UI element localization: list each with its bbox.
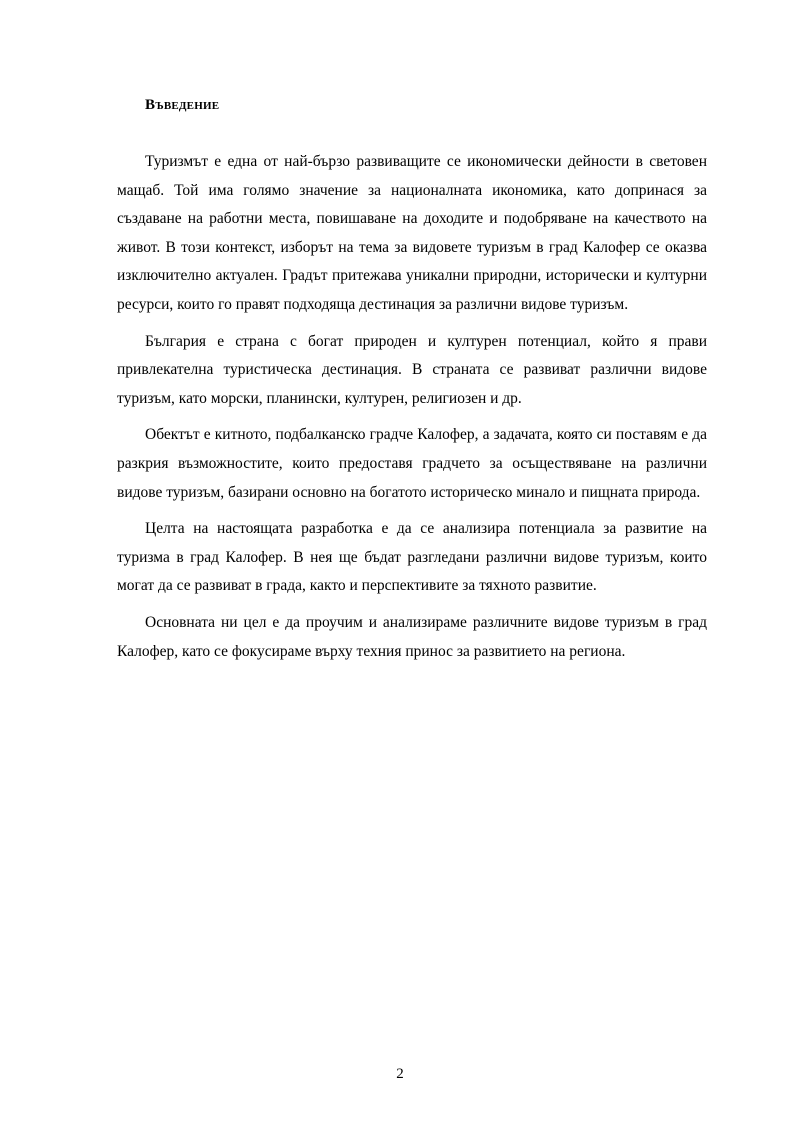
paragraph: Основната ни цел е да проучим и анализираме различните видове туризъм в град Калофер, като се фокусираме върху техния принос за развитието на региона. [117, 613, 707, 660]
paragraph: Целта на настоящата разработка е да се анализира потенциала за развитие на туризма в град Калофер. В нея ще бъдат разгледани различни видове туризъм, които могат да се развиват в града, както и перспективите за тяхното развитие. [117, 520, 707, 595]
paragraph: България е страна с богат природен и културен потенциал, който я прави привлекателна туристическа дестинация. В страната се развиват различни видове туризъм, като морски, планински, културен, религиозен и др. [117, 332, 707, 407]
paragraph: Обектът е китното, подбалканско градче Калофер, а задачата, която си поставям е да разкрия възможностите, които предоставя градчето за осъществяване на различни видове туризъм, базирани основно на богатото историческо минало и пищната природа. [117, 426, 707, 501]
section-heading: Въведение [145, 97, 220, 113]
page-number: 2 [396, 1066, 404, 1082]
paragraph: Туризмът е една от най-бързо развиващите се икономически дейности в световен мащаб. Той има голямо значение за националната икономика, като допринася за създаване на работни места, повишаване на доходите и подобряване на качеството на живот. В този контекст, изборът на тема за видовете туризъм в град Калофер се оказва изключително актуален. Градът притежава уникални природни, исторически и културни ресурси, които го правят подходяща дестинация за различни видове туризъм. [117, 153, 707, 313]
body-text [117, 148, 707, 674]
